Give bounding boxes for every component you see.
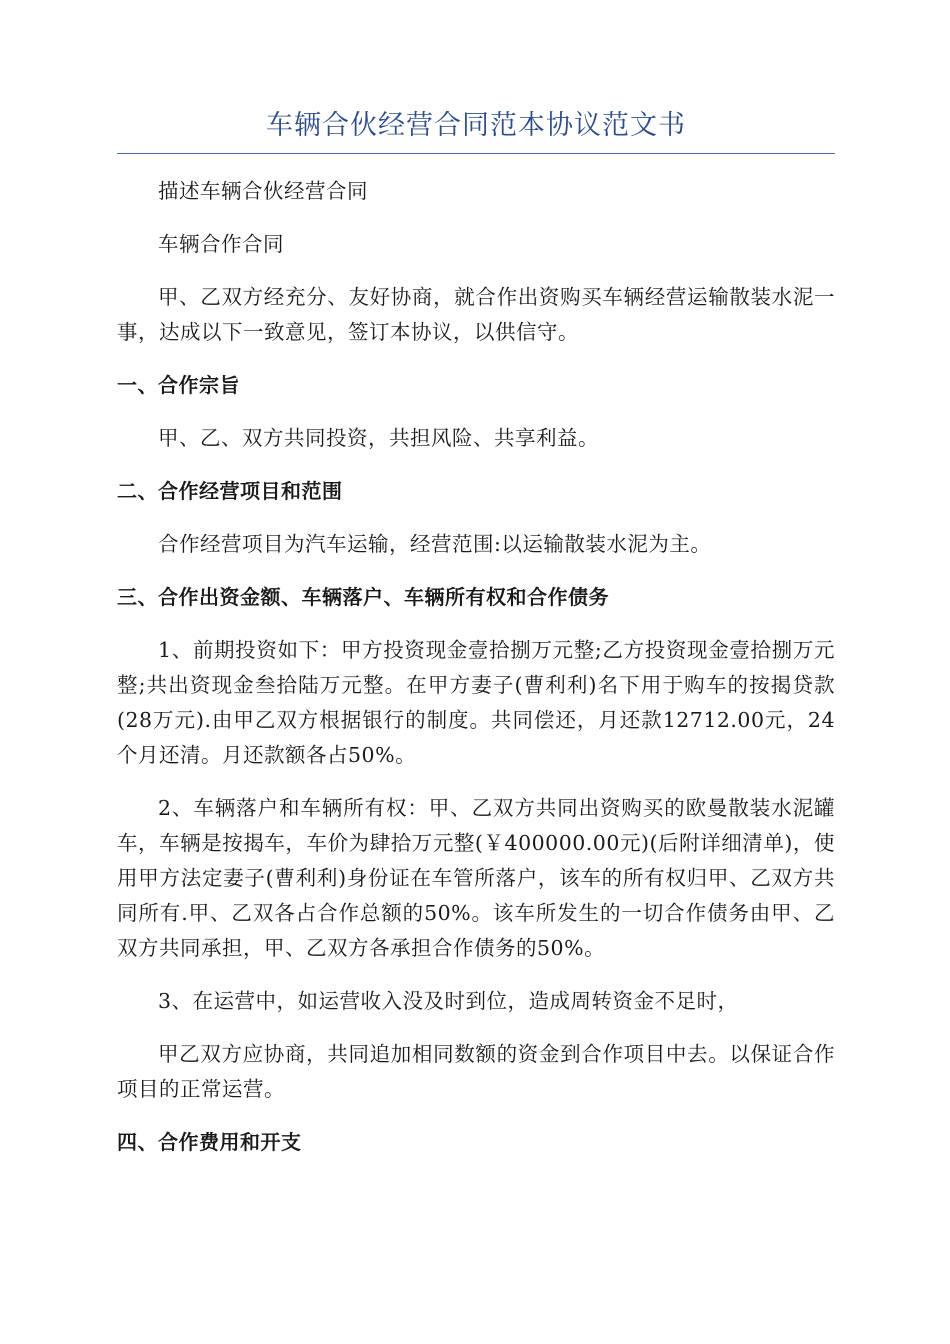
paragraph-preamble: 甲、乙双方经充分、友好协商，就合作出资购买车辆经营运输散装水泥一事，达成以下一致意见，签订本协议，以供信守。 [117, 285, 835, 344]
section-heading-4: 四、合作费用和开支 [117, 1130, 302, 1154]
paragraph-purpose: 甲、乙、双方共同投资，共担风险、共享利益。 [158, 426, 599, 450]
document-title: 车辆合伙经营合同范本协议范文书 [266, 110, 686, 141]
document-page [117, 104, 835, 1178]
document-body [117, 174, 835, 1160]
paragraph-investment: 1、前期投资如下：甲方投资现金壹拾捌万元整;乙方投资现金壹拾捌万元整;共出资现金叁拾陆万元整。在甲方妻子(曹利利)名下用于购车的按揭贷款(28万元).由甲乙双方根据银行的制度。共同偿还，月还款12712.00元，24个月还清。月还款额各占50%。 [117, 638, 835, 767]
paragraph-funding-shortfall: 3、在运营中，如运营收入没及时到位，造成周转资金不足时， [158, 989, 739, 1013]
paragraph-additional-funds: 甲乙双方应协商，共同追加相同数额的资金到合作项目中去。以保证合作项目的正常运营。 [117, 1042, 835, 1101]
title-divider [117, 153, 835, 154]
section-heading-2: 二、合作经营项目和范围 [117, 479, 343, 503]
section-heading-3: 三、合作出资金额、车辆落户、车辆所有权和合作债务 [117, 585, 609, 609]
paragraph-description: 描述车辆合伙经营合同 [158, 179, 368, 203]
paragraph-contract-name: 车辆合作合同 [158, 232, 284, 256]
section-heading-1: 一、合作宗旨 [117, 373, 240, 397]
paragraph-scope: 合作经营项目为汽车运输，经营范围:以运输散装水泥为主。 [158, 532, 712, 556]
paragraph-ownership: 2、车辆落户和车辆所有权：甲、乙双方共同出资购买的欧曼散装水泥罐车，车辆是按揭车，车价为肆拾万元整(￥400000.00元)(后附详细清单)，使用甲方法定妻子(曹利利)身份证在车管所落户，该车的所有权归甲、乙双方共同所有.甲、乙双各占合作总额的50%。该车所发生的一切合作债务由甲、乙双方共同承担，甲、乙双方各承担合作债务的50%。 [117, 796, 835, 960]
